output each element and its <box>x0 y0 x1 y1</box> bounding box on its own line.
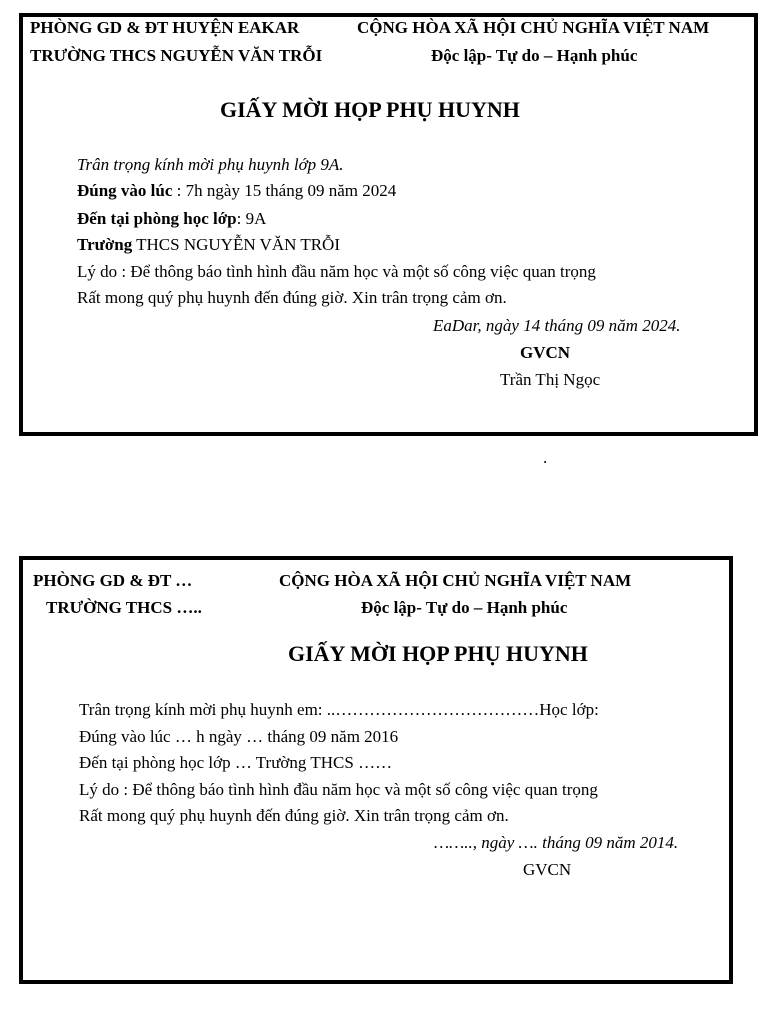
separator-dot: . <box>543 448 548 467</box>
dept-header: PHÒNG GD & ĐT … <box>33 571 193 590</box>
room-label: Đến tại phòng học lớp <box>77 209 237 228</box>
signer-name: Trần Thị Ngọc <box>500 370 601 389</box>
national-motto: Độc lập- Tự do – Hạnh phúc <box>361 598 568 617</box>
time-label: Đúng vào lúc <box>77 181 173 200</box>
national-header: CỘNG HÒA XÃ HỘI CHỦ NGHĨA VIỆT NAM <box>279 571 632 590</box>
letter-title: GIẤY MỜI HỌP PHỤ HUYNH <box>288 641 588 666</box>
time-line <box>77 181 396 201</box>
reason-line: Lý do : Để thông báo tình hình đầu năm học và một số công việc quan trọng <box>79 780 598 799</box>
room-value: : 9A <box>236 209 267 228</box>
letter-title: GIẤY MỜI HỌP PHỤ HUYNH <box>220 97 520 122</box>
school-label: Trường <box>77 235 133 254</box>
signer-title: GVCN <box>520 343 571 362</box>
school-header: TRƯỜNG THCS ….. <box>46 598 202 617</box>
closing-line: Rất mong quý phụ huynh đến đúng giờ. Xin trân trọng cảm ơn. <box>77 288 507 307</box>
dept-header: PHÒNG GD & ĐT HUYỆN EAKAR <box>30 18 300 37</box>
time-line: Đúng vào lúc … h ngày … tháng 09 năm 2016 <box>79 727 399 746</box>
greeting-line: Trân trọng kính mời phụ huynh em: ..………………………………Học lớp: <box>79 700 599 719</box>
room-line <box>77 209 266 229</box>
time-value: : 7h ngày 15 tháng 09 năm 2024 <box>172 181 397 200</box>
school-header: TRƯỜNG THCS NGUYỄN VĂN TRỖI <box>30 46 323 65</box>
school-line <box>77 235 340 255</box>
greeting-line: Trân trọng kính mời phụ huynh lớp 9A. <box>77 155 344 174</box>
national-header: CỘNG HÒA XÃ HỘI CHỦ NGHĨA VIỆT NAM <box>357 18 710 37</box>
date-place: EaDar, ngày 14 tháng 09 năm 2024. <box>433 316 681 335</box>
signer-title: GVCN <box>523 860 572 879</box>
school-value: THCS NGUYỄN VĂN TRỖI <box>132 235 340 254</box>
room-line: Đến tại phòng học lớp … Trường THCS …… <box>79 753 393 772</box>
national-motto: Độc lập- Tự do – Hạnh phúc <box>431 46 638 65</box>
reason-line: Lý do : Để thông báo tình hình đầu năm học và một số công việc quan trọng <box>77 262 596 281</box>
date-place: …….., ngày …. tháng 09 năm 2014. <box>434 833 679 852</box>
closing-line: Rất mong quý phụ huynh đến đúng giờ. Xin trân trọng cảm ơn. <box>79 806 509 825</box>
